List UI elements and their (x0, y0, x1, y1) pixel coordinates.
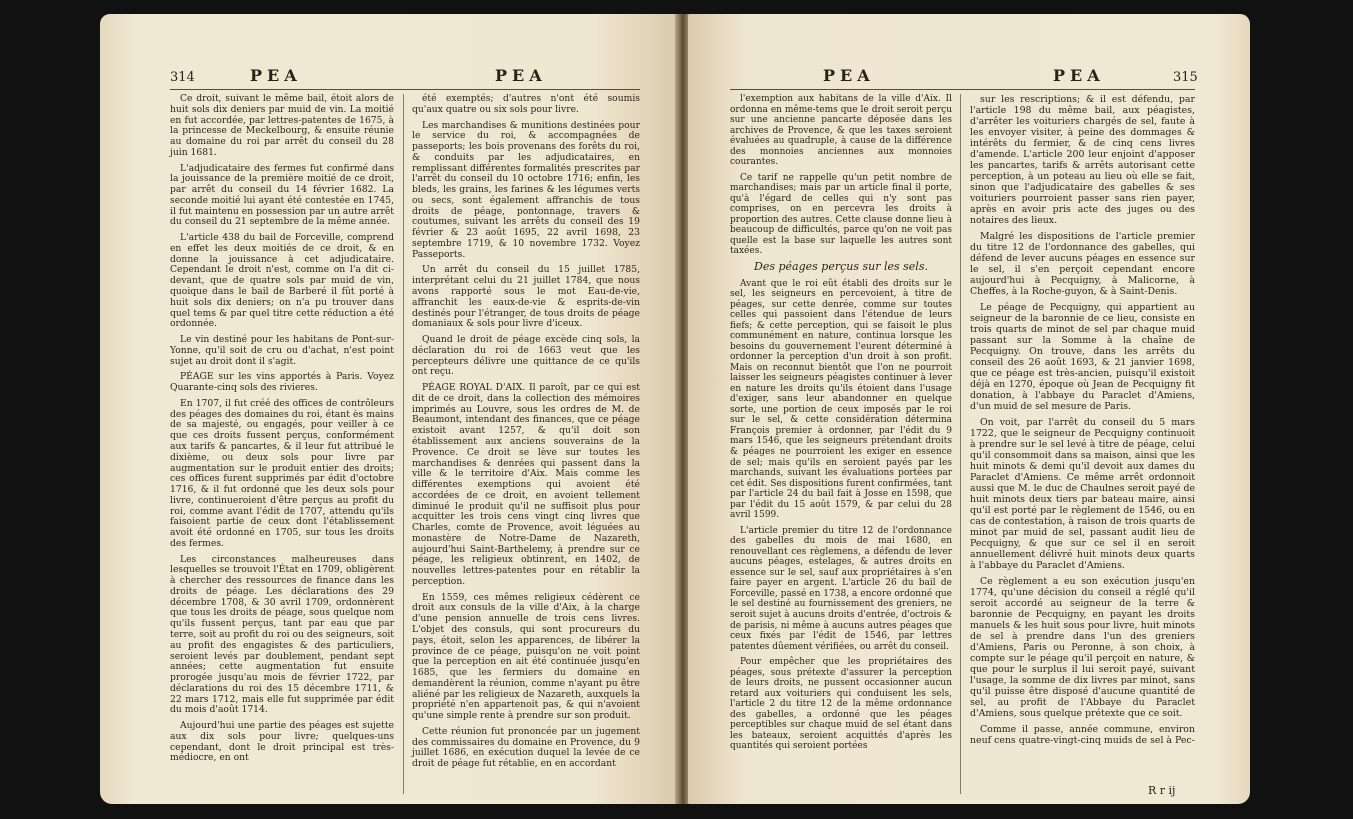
paragraph: Ce droit, suivant le même bail, étoit alors de huit sols dix deniers par muid de vin. La moitié en fut accordée, par lettres-patentes de 1675, à la princesse de Meckelbourg, & ensuite réunie au domaine du roi par arrêt du conseil du 28 juin 1681. (170, 93, 394, 158)
signature-mark: R r ij (1148, 784, 1176, 797)
paragraph: L'adjudicataire des fermes fut confirmé dans la jouissance de la première moitié de ce droit, par arrêt du conseil du 14 février 1682. La seconde moitié lui ayant été contestée en 1745, il fut maintenu en possession par un autre arrêt du conseil du 21 septembre de la même année. (170, 162, 394, 228)
paragraph: L'article 438 du bail de Forceville, comprend en effet les deux moitiés de ce droit, & en donne la jouissance à cet adjudicataire. Cependant le droit n'est, comme on l'a dit ci-devant, que de quatre sols par muid de vin, quoique dans le bail de Barberé il fût porté à huit sols dix deniers; on n'a pu trouver dans quel tems & par quel titre cette réduction a été ordonnée. (170, 232, 394, 330)
header-rule (730, 89, 1195, 90)
paragraph: Le vin destiné pour les habitans de Pont-sur-Yonne, qu'il soit de cru ou d'achat, n'est point sujet au droit dont il s'agit. (170, 334, 394, 367)
paragraph: été exemptés; d'autres n'ont été soumis qu'aux quatre ou six sols pour livre. (412, 93, 640, 115)
paragraph: On voit, par l'arrêt du conseil du 5 mars 1722, que le seigneur de Pecquigny continuoit à prendre sur le sel levé à titre de péage, celui qu'il consommoit dans sa maison, ainsi que les huit minots & demi qu'il devoit aux dames du Paraclet d'Amiens. Ce même arrêt ordonnoit aussi que M. le duc de Chaulnes seroit payé de huit minots deux tiers par bateau maire, ainsi qu'il est porté par le règlement de 1546, ou en cas de contestation, à raison de trois quarts de minot par muid de sel, passant audit lieu de Pecquigny, & que sur ce sel il en seroit annuellement délivré huit minots deux quarts à l'abbaye du Paraclet d'Amiens. (970, 417, 1195, 571)
paragraph: Comme il passe, année commune, environ neuf cens quatre-vingt-cinq muids de sel à Pec- (970, 724, 1195, 746)
paragraph: Les circonstances malheureuses dans lesquelles se trouvoit l'État en 1709, obligèrent à chercher des ressources de finance dans les droits de péage. Les déclarations des 29 décembre 1708, & 30 avril 1709, ordonnèrent que tous les droits de péage, sous quelque nom qu'ils fussent perçus, tant par eau que par terre, soit au profit du roi ou des seigneurs, soit au profit des engagistes & des particuliers, seroient levés par doublement, pendant sept années; cette augmentation fut ensuite prorogée jusqu'au mois de février 1722, par déclarations du roi des 15 décembre 1711, & 22 mars 1712, mais elle fut supprimée par édit du mois d'août 1714. (170, 553, 394, 716)
paragraph: Ce tarif ne rappelle qu'un petit nombre de marchandises; mais par un article final il porte, qu'à l'égard de celles qui n'y sont pas comprises, on en percevra les droits à proportion des autres. Cette clause donne lieu à beaucoup de difficultés, parce qu'on ne voit pas quelle est la base sur laquelle les autres sont taxées. (730, 172, 952, 257)
paragraph: sur les rescriptions; & il est défendu, par l'article 198 du même bail, aux péagistes, d'arrêter les voituriers chargés de sel, faute à les envoyer visiter, à peine des dommages & intérêts du fermier, & de cinq cens livres d'amende. L'article 200 leur enjoint d'apposer les pancartes, tarifs & arrêts autorisant cette perception, à un poteau au lieu où elle se fait, sinon que l'adjudicataire des gabelles & ses voituriers pourroient passer sans rien payer, après en avoir pris acte des juges ou des notaires des lieux. (970, 94, 1195, 226)
paragraph: Quand le droit de péage excède cinq sols, la déclaration du roi de 1663 veut que les percepteurs délivre une quittance de ce qu'ils ont reçu. (412, 334, 640, 378)
left-page-column-2 (412, 94, 640, 775)
column-rule (960, 94, 961, 794)
right-page-column-2 (970, 94, 1195, 751)
running-header-left: PEA (823, 66, 875, 85)
paragraph: Pour empêcher que les propriétaires des péages, sous prétexte d'assurer la perception de leurs droits, ne pussent occasionner aucun retard aux voituriers qui conduisent les sels, l'article 2 du titre 12 de la même ordonnance des gabelles, a ordonné que les péages perceptibles sur chaque muid de sel étant dans les bateaux, seroient acquittés d'après les quantités qui seroient portées (730, 657, 952, 752)
header-rule (170, 89, 640, 90)
paragraph: PÉAGE sur les vins apportés à Paris. Voyez Quarante-cinq sols des rivieres. (170, 371, 394, 394)
paragraph: Un arrêt du conseil du 15 juillet 1785, interprétant celui du 21 juillet 1784, que nous avons rapporté sous le mot Eau-de-vie, affranchit les eaux-de-vie & esprits-de-vin destinés pour l'étranger, de tous droits de péage domaniaux & sols pour livre d'iceux. (412, 264, 640, 330)
left-page (100, 14, 678, 804)
paragraph: l'exemption aux habitans de la ville d'Aix. Il ordonna en même-tems que le droit seroit perçu sur une ancienne pancarte déposée dans les archives de Provence, & que les taxes seroient évaluées au quadruple, à cause de la différence des monnoies anciennes aux monnoies courantes. (730, 94, 952, 168)
paragraph: Le péage de Pecquigny, qui appartient au seigneur de la baronnie de ce lieu, consiste en trois quarts de minot de sel par chaque muid passant sur la Somme à la chaîne de Pecquigny. On trouve, dans les arrêts du conseil des 26 août 1693, & 21 janvier 1698, que ce péage est très-ancien, puisqu'il existoit déjà en 1270, époque où Jean de Pecquigny fit donation, à l'abbaye du Paraclet d'Amiens, d'un muid de sel mesure de Paris. (970, 302, 1195, 412)
paragraph: Aujourd'hui une partie des péages est sujette aux dix sols pour livre; quelques-uns cependant, dont le droit principal est très-médiocre, en ont (170, 720, 394, 764)
running-header-left: PEA (250, 66, 302, 85)
left-page-column-1 (170, 94, 394, 769)
paragraph: Des péages perçus sur les sels. (754, 259, 928, 273)
paragraph: Malgré les dispositions de l'article premier du titre 12 de l'ordonnance des gabelles, qui défend de lever aucuns péages en essence sur le sel, il s'en perçoit cependant encore aujourd'hui à Pecquigny, à Malicorne, à Cheffes, à la Roche-guyon, & à Saint-Denis. (970, 231, 1195, 297)
paragraph: Avant que le roi eût établi des droits sur le sel, les seigneurs en percevoient, à titre de péages, sur cette denrée, comme sur toutes celles qui passoient dans l'étendue de leurs fiefs; & cette perception, qui se faisoit le plus communément en nature, continua lorsque les besoins du gouvernement l'eurent déterminé à ordonner la perception d'un droit à son profit. Mais on reconnut bientôt que l'on ne pourroit laisser les seigneurs péagistes continuer à lever en nature les droits qu'ils étoient dans l'usage d'exiger, sans leur abandonner en quelque sorte, une portion de ceux imposés par le roi sur le sel, & cette considération détermina François premier à ordonner, par l'édit du 9 mars 1546, que les seigneurs prétendant droits & péages ne pourroient les exiger en essence de sel; mais qu'ils en seroient payés par les marchands, suivant les évaluations portées par cet édit. Ses dispositions furent confirmées, tant par l'article 24 du bail fait à Josse en 1598, que par l'édit du 15 août 1579, & par celui du 28 avril 1599. (730, 278, 952, 521)
paragraph: En 1707, il fut créé des offices de contrôleurs des péages des domaines du roi, étant ès mains de sa majesté, ou engagés, pour veiller à ce que ces droits fussent perçus, conformément aux tarifs & pancartes, & il leur fut attribué le dixième, ou deux sols pour livre par augmentation sur le produit entier des droits; ces offices furent supprimés par édit d'octobre 1716, & il fut ordonné que les deux sols pour livre, continueroient d'être perçus au profit du roi, comme avant l'édit de 1707, attendu qu'ils faisoient partie de ceux dont l'établissement avoit été ordonné en 1705, sur tous les droits des fermes. (170, 397, 394, 549)
paragraph: Ce règlement a eu son exécution jusqu'en 1774, qu'une décision du conseil a réglé qu'il seroit accordé au seigneur de la terre & baronnie de Pecquigny, en payant les droits manuels & les huit sous pour livre, huit minots de sel à prendre dans l'un des greniers d'Amiens, Paris ou Peronne, à son choix, à compte sur le péage qu'il perçoit en nature, & que pour le surplus il lui seroit payé, suivant l'usage, la somme de dix livres par minot, sans qu'il puisse être disposé d'aucune quantité de sel, au profit de l'Abbaye du Paraclet d'Amiens, sous quelque prétexte que ce soit. (970, 576, 1195, 719)
right-page-column-1 (730, 94, 952, 757)
paragraph: En 1559, ces mêmes religieux cédèrent ce droit aux consuls de la ville d'Aix, à la charge d'une pension annuelle de trois cens livres. L'objet des consuls, qui sont procureurs du pays, étoit, selon les apparences, de libérer la province de ce péage, puisqu'on ne voit point que la perception en ait été continuée jusqu'en 1685, que les fermiers du domaine en demandèrent la réunion, comme n'ayant pu être aliéné par les religieux de Nazareth, auxquels la propriété n'en appartenoit pas, & qui n'avoient qu'une simple rente à prendre sur son produit. (412, 591, 640, 722)
paragraph: Cette réunion fut prononcée par un jugement des commissaires du domaine en Provence, du 9 juillet 1686, en exécution duquel la levée de ce droit de péage fut rétablie, en en accordant (412, 725, 640, 770)
right-page (688, 14, 1250, 804)
page-number: 315 (1173, 70, 1198, 85)
running-header-right: PEA (1053, 66, 1105, 85)
column-rule (403, 94, 404, 794)
open-book (100, 14, 1250, 812)
page-number: 314 (170, 70, 195, 85)
paragraph: PÉAGE ROYAL D'AIX. Il paroît, par ce qui est dit de ce droit, dans la collection des mémoires imprimés au Louvre, sous les ordres de M. de Beaumont, intendant des finances, que ce péage existoit avant 1257, & qu'il doit son établissement aux anciens souverains de la Provence. Ce droit se lève sur toutes les marchandises & denrées qui passent dans la ville & le territoire d'Aix. Mais comme les différentes exemptions qui avoient été accordées de ce droit, en avoient tellement diminué le produit qu'il ne suffisoit plus pour acquitter les trois cens vingt cinq livres que Charles, comte de Provence, avoit léguées au monastère de Notre-Dame de Nazareth, aujourd'hui Saint-Barthelemy, à prendre sur ce péage, les religieux obtinrent, en 1402, de nouvelles lettres-patentes pour en rétablir la perception. (412, 382, 640, 587)
paragraph: Les marchandises & munitions destinées pour le service du roi, & accompagnées de passeports; les bois provenans des forêts du roi, & conduits par les adjudicataires, en remplissant différentes formalités prescrites par l'arrêt du conseil du 10 octobre 1716; enfin, les bleds, les grains, les farines & les légumes verts ou secs, sont également affranchis de tous droits de péage, pontonnage, travers & coutumes, suivant les arrêts du conseil des 19 février & 23 août 1695, 22 avril 1698, 23 septembre 1719, & 10 novembre 1732. Voyez Passeports. (412, 119, 640, 260)
running-header-right: PEA (495, 66, 547, 85)
paragraph: L'article premier du titre 12 de l'ordonnance des gabelles du mois de mai 1680, en renouvellant ces règlemens, a défendu de lever aucuns péages, estelages, & autres droits en essence sur le sel, sauf aux propriétaires à s'en faire payer en argent. L'article 26 du bail de Forceville, passé en 1738, a encore ordonné que le sel destiné au fournissement des greniers, ne seroit sujet à aucuns droits d'entrée, d'octrois & de parisis, ni même à aucuns autres péages que ceux fixés par l'édit de 1546, par lettres patentes dûement vérifiées, ou arrêt du conseil. (730, 525, 952, 652)
